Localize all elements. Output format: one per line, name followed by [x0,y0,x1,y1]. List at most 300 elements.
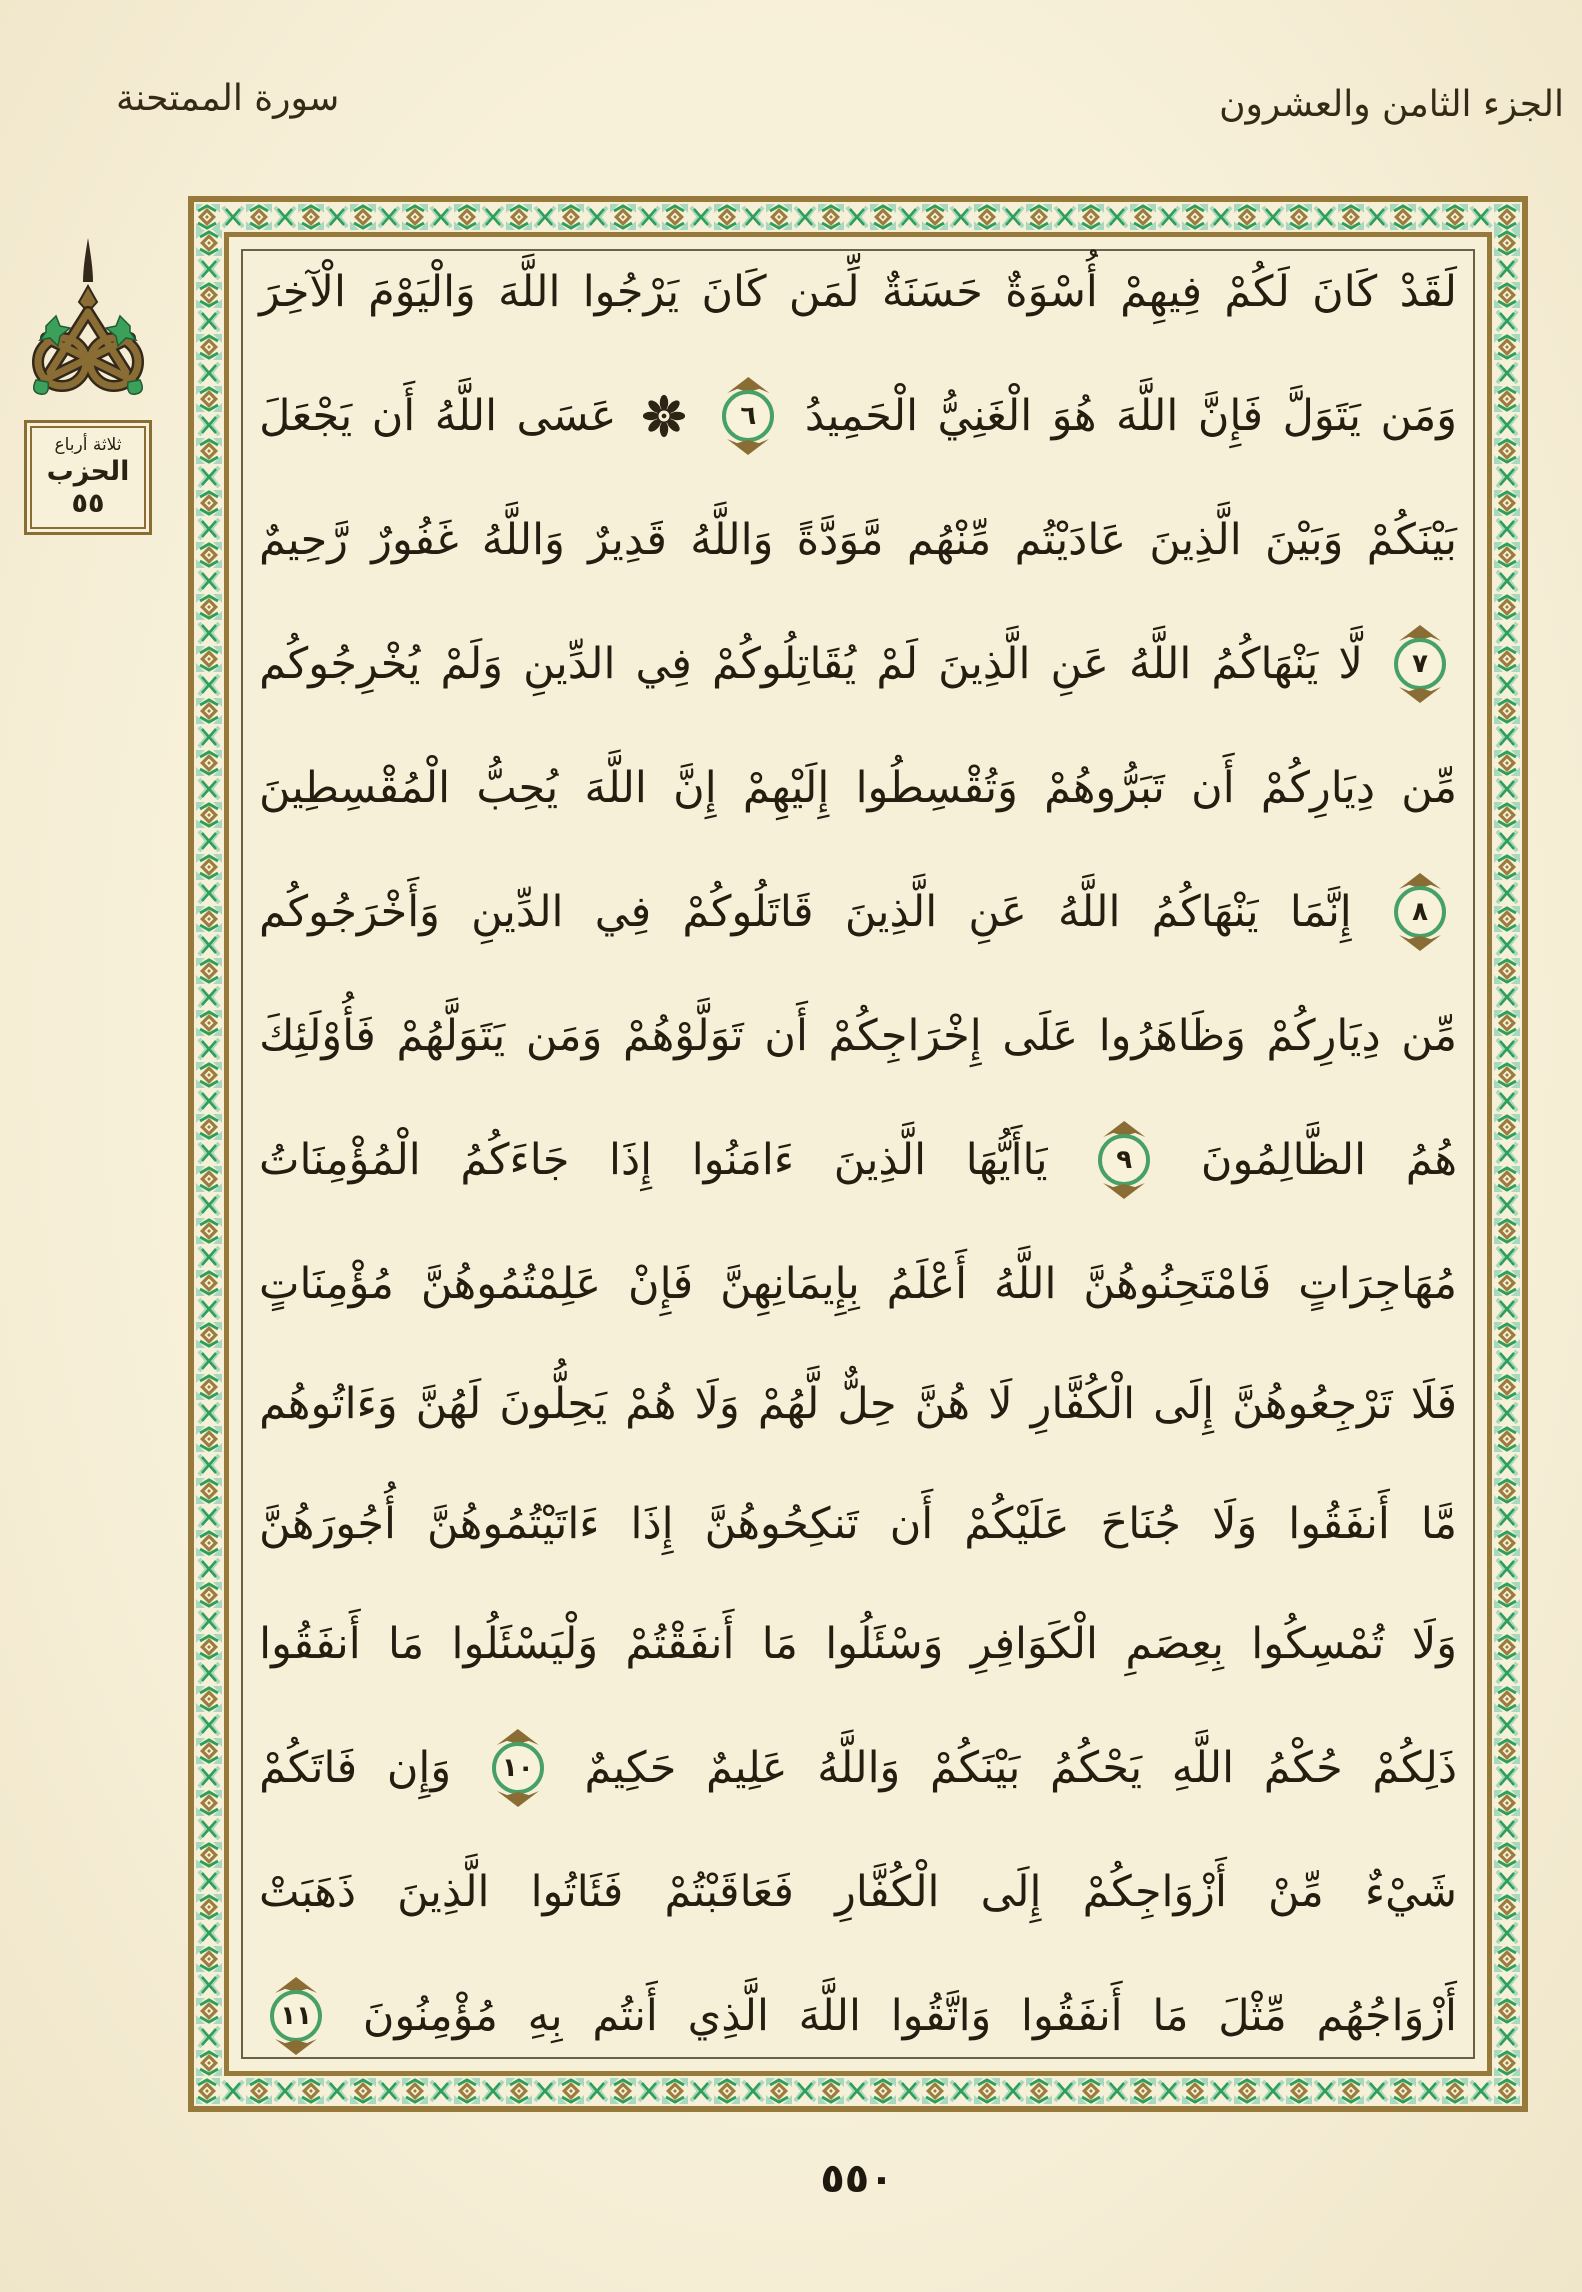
border-motif-chevron-icon [1494,1920,1520,1946]
border-motif-chevron-icon [1494,2076,1520,2078]
border-motif-diamond-icon [1442,204,1468,230]
border-motif-diamond-icon [196,1426,222,1452]
quran-word: أَنفَقْتُمْ [625,1619,735,1669]
quran-word: إِذَا [630,1499,674,1549]
rub-el-hizb-icon [642,394,686,438]
border-motif-chevron-icon [196,880,222,906]
quran-word: لَقَدْ [1399,267,1457,317]
border-motif-diamond-icon [1494,490,1520,516]
border-motif-chevron-icon [196,984,222,1010]
border-motif-chevron-icon [1494,1140,1520,1166]
quran-word: قَدِيرٌ [588,515,667,565]
quran-word: عَسَى [516,391,617,441]
quran-word: مَا [388,1619,425,1669]
border-motif-diamond-icon [196,1478,222,1504]
border-motif-diamond-icon [1494,2078,1520,2104]
quran-word: عَلَى [1002,1011,1079,1061]
verse-number: ٦ [740,401,757,431]
border-motif-chevron-icon [196,256,222,282]
quran-word: وَاتَّقُوا [890,1991,992,2041]
quran-word: وَإِن [386,1743,452,1793]
border-motif-chevron-icon [1494,464,1520,490]
border-motif-diamond-icon [506,204,532,230]
border-motif-diamond-icon [196,646,222,672]
border-motif-diamond-icon [1494,1166,1520,1192]
quran-word: مَا [1152,1991,1189,2041]
quran-word: فَإِنْ [627,1259,694,1309]
border-motif-diamond-icon [1494,334,1520,360]
border-motif-chevron-icon [532,2078,558,2104]
quran-word: حُكْمُ [1263,1743,1343,1793]
border-motif-chevron-icon [196,2076,222,2078]
quran-word: الْآخِرَ [259,267,346,317]
border-motif-diamond-icon [196,1166,222,1192]
quran-word: دِيَارِكُمْ [1260,763,1375,813]
border-motif-chevron-icon [792,2078,818,2104]
hizb-marker-box [24,420,152,535]
border-motif-chevron-icon [1494,308,1520,334]
border-motif-chevron-icon [196,1972,222,1998]
border-motif-diamond-icon [1494,1582,1520,1608]
border-motif-chevron-icon [1052,204,1078,230]
border-motif-chevron-icon [1000,2078,1026,2104]
quran-word: لَّهُمْ [757,1379,820,1429]
verse-number: ١٠ [501,1753,534,1783]
border-motif-diamond-icon [1078,204,1104,230]
border-motif-chevron-icon [196,568,222,594]
border-motif-chevron-icon [1494,1868,1520,1894]
border-motif-diamond-icon [1494,230,1520,256]
quran-word: لَا [988,1379,1013,1429]
border-motif-diamond-icon [196,1218,222,1244]
quran-word: عَلِمْتُمُوهُنَّ [420,1259,602,1309]
quran-word: وَاللَّهُ [817,1743,901,1793]
border-motif-diamond-icon [196,1634,222,1660]
quran-word: مِّنْ [1268,1867,1324,1917]
quran-word: وَأَخْرَجُوكُم [259,887,440,937]
quran-word: فَئَاتُوا [530,1867,624,1917]
quran-word: أَعْلَمُ [886,1259,968,1309]
border-motif-diamond-icon [196,1322,222,1348]
quran-word: لَمْ [876,639,919,689]
border-motif-chevron-icon [272,2078,298,2104]
quran-line [259,1739,1457,1797]
quran-text-area [259,261,1457,2049]
border-motif-diamond-icon [1494,1530,1520,1556]
border-motif-chevron-icon [196,1036,222,1062]
border-motif-diamond-icon [1182,204,1208,230]
border-motif-chevron-icon [480,204,506,230]
border-motif-diamond-icon [1078,2078,1104,2104]
border-motif-diamond-icon [1494,438,1520,464]
border-motif-chevron-icon [1260,2078,1286,2104]
quran-line [259,1987,1457,2045]
quran-word: وَمَن [1380,391,1457,441]
border-motif-diamond-icon [196,1582,222,1608]
border-motif-chevron-icon [1208,204,1234,230]
hizb-marker-ornament [12,234,164,535]
border-motif-chevron-icon [1208,2078,1234,2104]
quran-word: هُمُ [1405,1135,1457,1185]
quran-word: أَنفَقُوا [1021,1991,1123,2041]
border-motif-diamond-icon [1338,2078,1364,2104]
quran-word: اللَّهَ [1116,391,1179,441]
border-motif-chevron-icon [1494,1504,1520,1530]
border-motif-chevron-icon [636,204,662,230]
border-motif-diamond-icon [974,2078,1000,2104]
border-motif-chevron-icon [196,1400,222,1426]
border-motif-diamond-icon [714,2078,740,2104]
quran-word: عَنِ [1050,639,1109,689]
border-motif-chevron-icon [584,2078,610,2104]
border-motif-chevron-icon [196,1556,222,1582]
quran-word: الْحَمِيدُ [804,391,919,441]
quran-word: تَرْجِعُوهُنَّ [1232,1379,1393,1429]
border-motif-diamond-icon [1494,698,1520,724]
quran-line [259,515,1457,565]
quran-word: وَاللَّهُ [481,515,565,565]
border-motif-diamond-icon [1494,1842,1520,1868]
quran-word: لَهُنَّ [415,1379,482,1429]
border-motif-chevron-icon [196,672,222,698]
border-motif-diamond-icon [196,1530,222,1556]
border-motif-diamond-icon [558,204,584,230]
border-motif-diamond-icon [1494,906,1520,932]
quran-word: مُؤْمِنَاتٍ [259,1259,394,1309]
quran-word: وَلَا [1211,1499,1258,1549]
border-motif-chevron-icon [196,724,222,750]
quran-word: يَنْهَاكُمُ [1151,887,1259,937]
border-pattern-bottom [196,2078,1520,2104]
quran-word: مِّثْلَ [1218,1991,1287,2041]
quran-word: إِخْرَاجِكُمْ [828,1011,982,1061]
border-motif-diamond-icon [1026,2078,1052,2104]
quran-word: مِّن [1401,1011,1457,1061]
verse-marker-medallion [1095,1131,1153,1189]
quran-word: وَءَاتُوهُم [259,1379,398,1429]
quran-word: أَن [889,1499,934,1549]
quran-word: فَلَا [1410,1379,1457,1429]
quran-line [259,387,1457,445]
quran-word: اللَّهَ [498,267,561,317]
quran-word: اللَّهِ [1171,1743,1235,1793]
border-motif-diamond-icon [298,2078,324,2104]
border-motif-chevron-icon [196,412,222,438]
quran-word: مَا [761,1619,798,1669]
border-motif-chevron-icon [1494,2024,1520,2050]
border-motif-diamond-icon [1494,1322,1520,1348]
border-motif-diamond-icon [1494,1114,1520,1140]
quran-word: الظَّالِمُونَ [1200,1135,1367,1185]
border-motif-diamond-icon [402,2078,428,2104]
border-motif-diamond-icon [196,1790,222,1816]
border-pattern-top [196,204,1520,230]
quran-word: هُنَّ [914,1379,971,1429]
border-motif-diamond-icon [196,1270,222,1296]
border-motif-chevron-icon [1494,672,1520,698]
border-motif-diamond-icon [1494,1218,1520,1244]
border-motif-chevron-icon [196,308,222,334]
border-motif-chevron-icon [1494,1712,1520,1738]
border-motif-diamond-icon [1390,204,1416,230]
quran-word: جُنَاحَ [1100,1499,1181,1549]
border-motif-chevron-icon [196,828,222,854]
border-motif-chevron-icon [1494,724,1520,750]
quran-word: جَاءَكُمُ [460,1135,570,1185]
quran-line [259,1131,1457,1189]
quran-word: وَلَا [1411,1619,1457,1669]
quran-word: بِعِصَمِ [1125,1619,1224,1669]
border-motif-diamond-icon [1494,1738,1520,1764]
border-motif-chevron-icon [948,2078,974,2104]
quran-word: يَحْكُمُ [1049,1743,1143,1793]
border-motif-chevron-icon [196,1348,222,1374]
border-motif-chevron-icon [1494,568,1520,594]
border-pattern-left [196,230,222,2078]
quran-word: فِي [594,887,652,937]
border-motif-chevron-icon [532,204,558,230]
border-motif-diamond-icon [350,2078,376,2104]
border-motif-diamond-icon [246,204,272,230]
border-motif-chevron-icon [584,204,610,230]
border-motif-chevron-icon [196,932,222,958]
quran-word: فَأُوْلَئِكَ [259,1011,376,1061]
border-motif-diamond-icon [196,490,222,516]
border-motif-chevron-icon [196,1816,222,1842]
quran-word: أَزْوَاجِكُمْ [1082,1867,1227,1917]
border-motif-diamond-icon [196,1998,222,2024]
border-motif-chevron-icon [196,1920,222,1946]
border-motif-chevron-icon [196,1244,222,1270]
border-motif-chevron-icon [1494,932,1520,958]
quran-word: مَّا [1420,1499,1457,1549]
quran-word: يَنْهَاكُمُ [1211,639,1319,689]
quran-word: قَاتَلُوكُمْ [682,887,814,937]
quran-word: أَزْوَاجُهُم [1316,1991,1457,2041]
quran-word: وَسْئَلُوا [825,1619,944,1669]
quran-word: بِإِيمَانِهِنَّ [720,1259,860,1309]
border-motif-diamond-icon [506,2078,532,2104]
verse-number: ١١ [280,2001,312,2031]
border-motif-chevron-icon [196,516,222,542]
quran-word: فِيهِمْ [1120,267,1203,317]
quran-word: فَامْتَحِنُوهُنَّ [1083,1259,1272,1309]
border-motif-diamond-icon [870,2078,896,2104]
hizb-label: الحزب [46,455,130,487]
border-motif-chevron-icon [1416,204,1442,230]
quran-word: عَنِ [968,887,1027,937]
quran-word: اللَّهُ [434,391,498,441]
border-motif-diamond-icon [1494,1686,1520,1712]
border-motif-chevron-icon [428,2078,454,2104]
border-motif-diamond-icon [196,1686,222,1712]
border-motif-diamond-icon [1494,802,1520,828]
quran-word: تَنكِحُوهُنَّ [704,1499,859,1549]
quran-word: إِذَا [609,1135,653,1185]
quran-line [259,1499,1457,1549]
inner-gold-frame [224,232,1492,2076]
quran-word: فَعَاقَبْتُمْ [664,1867,794,1917]
quran-word: اللَّهَ [798,1991,861,2041]
decorative-frame [188,196,1528,2112]
border-motif-diamond-icon [1338,204,1364,230]
quran-word: الْغَنِيُّ [937,391,1033,441]
page-number: ٥٥٠ [820,2156,894,2202]
border-motif-diamond-icon [1494,958,1520,984]
border-motif-chevron-icon [1494,1452,1520,1478]
quran-word: لَّا [1338,639,1363,689]
border-motif-diamond-icon [196,1062,222,1088]
quran-word: تُمْسِكُوا [1251,1619,1385,1669]
border-motif-chevron-icon [1000,204,1026,230]
quran-word: الْمُؤْمِنَاتُ [259,1135,421,1185]
border-motif-diamond-icon [714,204,740,230]
border-motif-chevron-icon [196,1088,222,1114]
border-motif-diamond-icon [1494,1374,1520,1400]
border-motif-diamond-icon [1494,1010,1520,1036]
border-motif-chevron-icon [1494,412,1520,438]
border-motif-chevron-icon [1494,828,1520,854]
quran-word: وَلَمْ [440,639,504,689]
quran-word: أَنفَقُوا [1288,1499,1390,1549]
border-motif-chevron-icon [740,204,766,230]
border-motif-chevron-icon [196,1764,222,1790]
border-motif-diamond-icon [662,2078,688,2104]
border-motif-chevron-icon [196,620,222,646]
quran-word: ءَامَنُوا [691,1135,795,1185]
border-motif-chevron-icon [196,464,222,490]
border-motif-diamond-icon [196,750,222,776]
quran-word: وَبَيْنَ [1264,515,1344,565]
border-motif-chevron-icon [1494,1972,1520,1998]
quran-word: يُقَاتِلُوكُمْ [711,639,857,689]
quran-word: فِي [635,639,692,689]
quran-word: حَسَنَةٌ [881,267,983,317]
hizb-knot-icon [12,234,164,418]
border-motif-diamond-icon [196,1114,222,1140]
border-motif-diamond-icon [196,1946,222,1972]
quran-word: بَيْنَكُمْ [930,1743,1021,1793]
verse-marker-medallion [719,387,777,445]
border-motif-diamond-icon [818,204,844,230]
border-motif-diamond-icon [196,204,220,230]
quran-word: ءَاتَيْتُمُوهُنَّ [426,1499,600,1549]
quran-word: وَلْيَسْئَلُوا [451,1619,599,1669]
border-motif-chevron-icon [1312,204,1338,230]
quran-line [259,763,1457,813]
border-motif-chevron-icon [196,1192,222,1218]
quran-word: يَتَوَلَّ [1282,391,1361,441]
border-motif-diamond-icon [766,204,792,230]
border-motif-diamond-icon [196,1010,222,1036]
quran-word: ذَهَبَتْ [259,1867,357,1917]
quran-word: كَانَ [1312,267,1378,317]
border-motif-diamond-icon [402,204,428,230]
quran-word: لَكُمْ [1224,267,1290,317]
border-motif-chevron-icon [948,204,974,230]
border-motif-chevron-icon [196,2024,222,2050]
border-motif-diamond-icon [246,2078,272,2104]
quran-word: وَتُقْسِطُوا [855,763,1018,813]
border-motif-chevron-icon [196,1140,222,1166]
border-motif-diamond-icon [1494,1426,1520,1452]
border-motif-chevron-icon [1468,2078,1494,2104]
quran-word: كَانَ [701,267,767,317]
quran-word: الَّذِي [687,1991,769,2041]
border-motif-chevron-icon [1494,776,1520,802]
quran-word: الَّذِينَ [397,1867,490,1917]
border-motif-chevron-icon [1494,1608,1520,1634]
border-motif-diamond-icon [610,204,636,230]
border-motif-chevron-icon [376,2078,402,2104]
border-motif-chevron-icon [1494,1764,1520,1790]
border-motif-chevron-icon [324,204,350,230]
border-motif-diamond-icon [1494,594,1520,620]
quran-word: مُؤْمِنُونَ [362,1991,498,2041]
border-motif-diamond-icon [1494,1270,1520,1296]
border-motif-diamond-icon [454,2078,480,2104]
border-motif-diamond-icon [1286,204,1312,230]
quran-word: يُخْرِجُوكُم [259,639,421,689]
quran-line [259,1867,1457,1917]
border-motif-diamond-icon [922,2078,948,2104]
verse-marker-medallion [267,1987,325,2045]
quran-word: عَادَيْتُم [1014,515,1127,565]
border-motif-diamond-icon [1494,542,1520,568]
quran-word: اللَّهَ [584,763,647,813]
border-motif-diamond-icon [1390,2078,1416,2104]
quran-word: غَفُورٌ [371,515,459,565]
border-motif-diamond-icon [1234,2078,1260,2104]
border-motif-chevron-icon [220,204,246,230]
quran-line [259,883,1457,941]
quran-word: إِلَى [980,1867,1042,1917]
border-motif-chevron-icon [272,204,298,230]
border-motif-chevron-icon [196,1660,222,1686]
border-motif-chevron-icon [792,204,818,230]
quran-word: يَجْعَلَ [259,391,353,441]
quran-word: مِّنْهُم [906,515,992,565]
verse-number: ٨ [1412,897,1428,927]
border-motif-chevron-icon [688,2078,714,2104]
border-motif-chevron-icon [896,204,922,230]
quran-line [259,267,1457,317]
border-motif-chevron-icon [1364,2078,1390,2104]
border-motif-diamond-icon [1494,854,1520,880]
border-motif-diamond-icon [196,282,222,308]
quran-word: بِهِ [527,1991,563,2041]
border-motif-diamond-icon [196,958,222,984]
border-motif-diamond-icon [1494,646,1520,672]
border-motif-diamond-icon [454,204,480,230]
quran-word: أَنتُم [592,1991,658,2041]
quran-word: اللَّهُ [1058,887,1121,937]
border-motif-diamond-icon [766,2078,792,2104]
quran-word: أُجُورَهُنَّ [259,1499,396,1549]
verse-marker-medallion [1391,883,1449,941]
border-motif-chevron-icon [196,1504,222,1530]
border-motif-diamond-icon [196,438,222,464]
border-motif-diamond-icon [974,204,1000,230]
border-motif-diamond-icon [1494,2050,1520,2076]
quran-word: بَيْنَكُمْ [1366,515,1457,565]
quran-word: الدِّينِ [523,639,616,689]
border-motif-diamond-icon [1494,204,1520,230]
border-motif-chevron-icon [1416,2078,1442,2104]
border-motif-diamond-icon [196,386,222,412]
border-motif-diamond-icon [1494,1946,1520,1972]
quran-word: وَظَاهَرُوا [1098,1011,1246,1061]
